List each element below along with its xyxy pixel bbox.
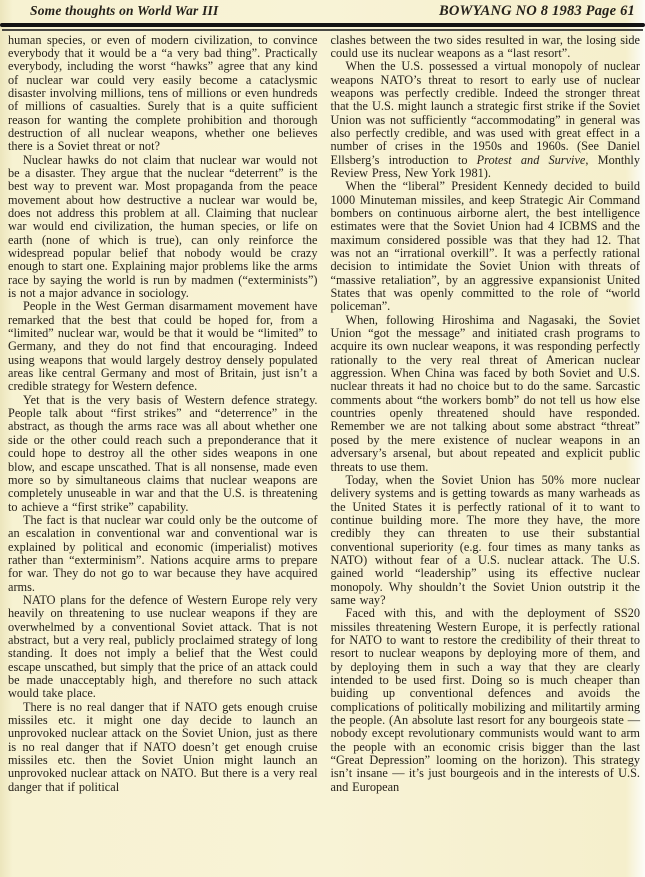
paragraph: human species, or even of modern civilization, to convince everybody that it would be a “a very bad thing”. Practically everybody, including the worst “hawks” agree that any kind of nuclear war could very easily become a cataclysmic disaster involving millions, tens of millions or even hundreds of millions of casualties. Surely that is a quite sufficient reason for wanting the complete prohibition and thorough destruction of all nuclear weapons, whether one believes there is a Soviet threat or not? xyxy=(8,32,318,154)
paragraph: When, following Hiroshima and Nagasaki, the Soviet Union “got the message” and initiated crash programs to acquire its own nuclear weapons, it was responding perfectly rationally to the very real threat of American nuclear aggression. When China was faced by both Soviet and U.S. nuclear threats it had no choice but to do the same. Sarcastic comments about “the workers bomb” do not tell us how else countries openly threatened should have responded. Remember we are not talking about some abstract “threat” posed by the mere existence of nuclear weapons in an adversary’s arsenal, but about repeated and explicit public threats to use them. xyxy=(330,312,640,474)
paragraph: NATO plans for the defence of Western Europe rely very heavily on threatening to use nuclear weapons if they are overwhelmed by a conventional Soviet attack. That is not abstract, but a very real, publicly proclaimed strategy of long standing. It does not imply a belief that the West could escape unscathed, but simply that the price of an attack could be made unacceptably high, and therefore no such attack would take place. xyxy=(8,592,318,701)
header-rule-thick xyxy=(0,23,645,27)
paragraph: clashes between the two sides resulted in war, the losing side could use its nuclear weapons as a “last resort”. xyxy=(330,32,640,60)
paragraph: People in the West German disarmament movement have remarked that the best that could be hoped for, from a “limited” nuclear war, would be that it would be “limited” to Germany, and they do not find that encouraging. Indeed using weapons that would largely destroy densely populated areas like central Germany and most of Britain, just isn’t a credible strategy for Western defence. xyxy=(8,299,318,394)
page-header xyxy=(0,0,645,22)
running-title: Some thoughts on World War III xyxy=(30,3,219,18)
paragraph: There is no real danger that if NATO gets enough cruise missiles etc. it might one day decide to launch an unprovoked nuclear attack on the Soviet Union, just as there is no real danger that if NATO doesn’t get enough cruise missiles etc. then the Soviet Union might launch an unprovoked nuclear attack on NATO. But there is a very real danger that if political xyxy=(8,699,318,794)
left-column xyxy=(8,34,318,795)
paragraph: Nuclear hawks do not claim that nuclear war would not be a disaster. They argue that the nuclear “deterrent” is the best way to prevent war. Most propaganda from the peace movement about how destructive a nuclear war would be, does not address this problem at all. Claiming that nuclear war would end civilization, the human species, or life on earth (none of which is true), can only reinforce the widespread popular belief that nobody would be crazy enough to start one. Explaining major problems like the arms race by saying the world is run by madmen (“exterminists”) is not a major advance in sociology. xyxy=(8,152,318,301)
issue-info: BOWYANG NO 8 1983 Page 61 xyxy=(438,3,635,19)
paragraph: When the U.S. possessed a virtual monopoly of nuclear weapons NATO’s threat to resort to early use of nuclear weapons was perfectly credible. Indeed the stronger threat that the U.S. might launch a strategic first strike if the Soviet Union was not sufficiently “accommodating” in general was also perfectly credible, and was used with great effect in a number of crises in the 1950s and 1960s. (See Daniel Ellsberg’s introduction to Protest and Survive, Monthly Review Press, New York 1981). xyxy=(330,59,640,180)
paragraph: The fact is that nuclear war could only be the outcome of an escalation in conventional war and conventional war is explained by political and economic (imperialist) motives rather than “exterminism”. Nations acquire arms to prepare for war. They do not go to war because they have acquired arms. xyxy=(8,512,318,594)
right-column xyxy=(331,34,641,795)
header-rule-thin xyxy=(2,29,643,31)
paragraph: Faced with this, and with the deployment of SS20 missiles threatening Western Europe, it is perfectly rational for NATO to want to restore the credibility of their threat to resort to nuclear weapons by deploying more of them, and by deploying them in such a way that they are clearly intended to be used first. Doing so is much cheaper than buiding up conventional defences and avoids the complications of politically mobilizing and militartily arming the people. (An absolute last resort for any bourgeois state — nobody except revolutionary communists would want to arm the people with an economic crisis bigger than the last “Great Depression” looming on the horizon). This strategy isn’t insane — it’s just bourgeois and in the interests of U.S. and European xyxy=(330,606,640,794)
paragraph: Yet that is the very basis of Western defence strategy. People talk about “first strikes” and “deterrence” in the abstract, as though the arms race was all about whether one side or the other could reach such a preponderance that it could hope to destroy all the other sides weapons in one blow, and escape unscathed. That is all nonsense, made even more so by simultaneous claims that nuclear weapons are completely unuseable in war and that the U.S. is threatening to achieve a “first strike” capability. xyxy=(8,392,318,514)
paragraph: When the “liberal” President Kennedy decided to build 1000 Minuteman missiles, and keep Strategic Air Command bombers on continuous airborne alert, the best intelligence estimates were that the Soviet Union had 4 ICBMS and the maximum considered possible was that they had 12. That was not an “irrational overkill”. It was a perfectly rational decision to intimidate the Soviet Union with threats of “massive retaliation”, by an aggressive expansionist United States that was openly committed to the role of “world policeman”. xyxy=(330,179,640,314)
article-body xyxy=(0,31,645,795)
paragraph: Today, when the Soviet Union has 50% more nuclear delivery systems and is getting towards as many warheads as the United States it is perfectly rational of it to want to continue building more. The more they have, the more credibly they can threaten to use their substantial conventional superiority (e.g. four times as many tanks as NATO) without fear of a U.S. nuclear attack. The U.S. gained world “leadership” using its effective nuclear monopoly. Why shouldn’t the Soviet Union outstrip it the same way? xyxy=(330,472,640,607)
